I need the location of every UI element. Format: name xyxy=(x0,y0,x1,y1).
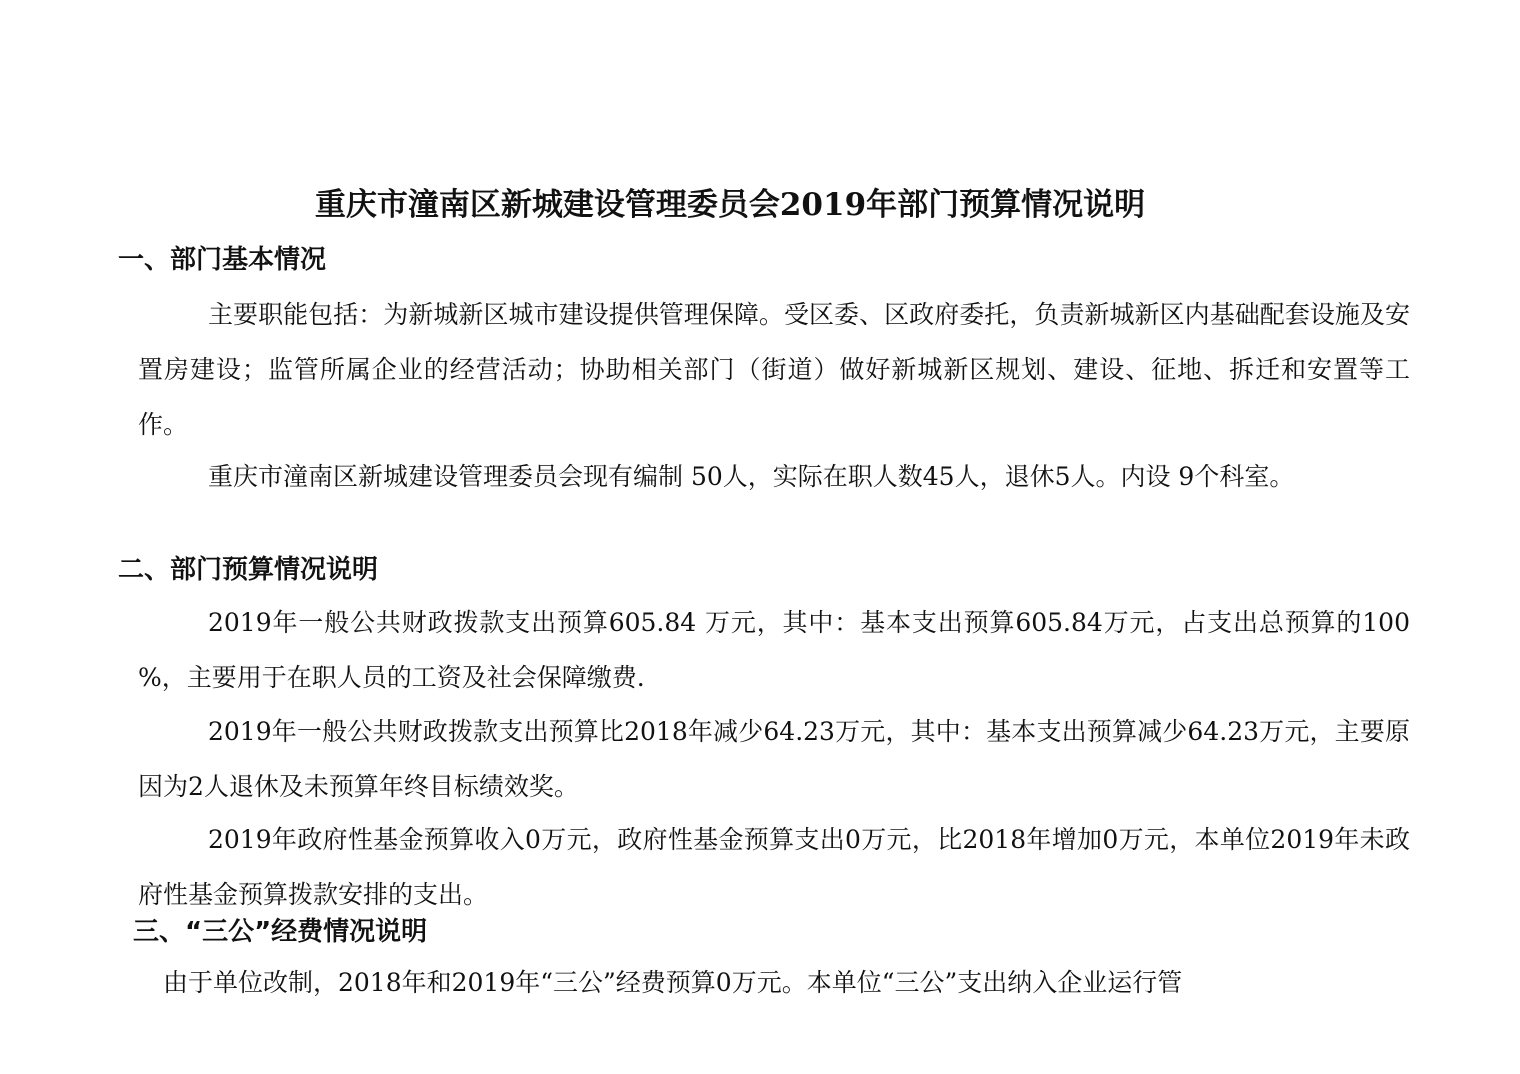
paragraph-government-fund: 2019年政府性基金预算收入0万元，政府性基金预算支出0万元，比2018年增加0万元，本单位2019年未政府性基金预算拨款安排的支出。 xyxy=(138,825,1410,909)
document-title: 重庆市潼南区新城建设管理委员会2019年部门预算情况说明 xyxy=(314,187,1146,223)
paragraph-budget-change: 2019年一般公共财政拨款支出预算比2018年减少64.23万元，其中：基本支出预算减少64.23万元，主要原因为2人退休及未预算年终目标绩效奖。 xyxy=(138,717,1410,801)
paragraph-three-public: 由于单位改制，2018年和2019年“三公”经费预算0万元。本单位“三公”支出纳入企业运行管 xyxy=(163,968,1183,997)
paragraph-main-functions: 主要职能包括：为新城新区城市建设提供管理保障。受区委、区政府委托，负责新城新区内基础配套设施及安置房建设；监管所属企业的经营活动；协助相关部门（街道）做好新城新区规划、建设、征地、拆迁和安置等工作。 xyxy=(138,300,1410,439)
paragraph-budget-2019: 2019年一般公共财政拨款支出预算605.84 万元，其中：基本支出预算605.84万元，占支出总预算的100 %，主要用于在职人员的工资及社会保障缴费. xyxy=(138,608,1410,692)
section-heading-three-public: 三、“三公”经费情况说明 xyxy=(133,917,428,947)
section-heading-budget: 二、部门预算情况说明 xyxy=(118,555,379,585)
paragraph-staffing: 重庆市潼南区新城建设管理委员会现有编制 50人，实际在职人数45人，退休5人。内设 9个科室。 xyxy=(208,462,1295,491)
section-heading-basic-info: 一、部门基本情况 xyxy=(118,245,327,275)
